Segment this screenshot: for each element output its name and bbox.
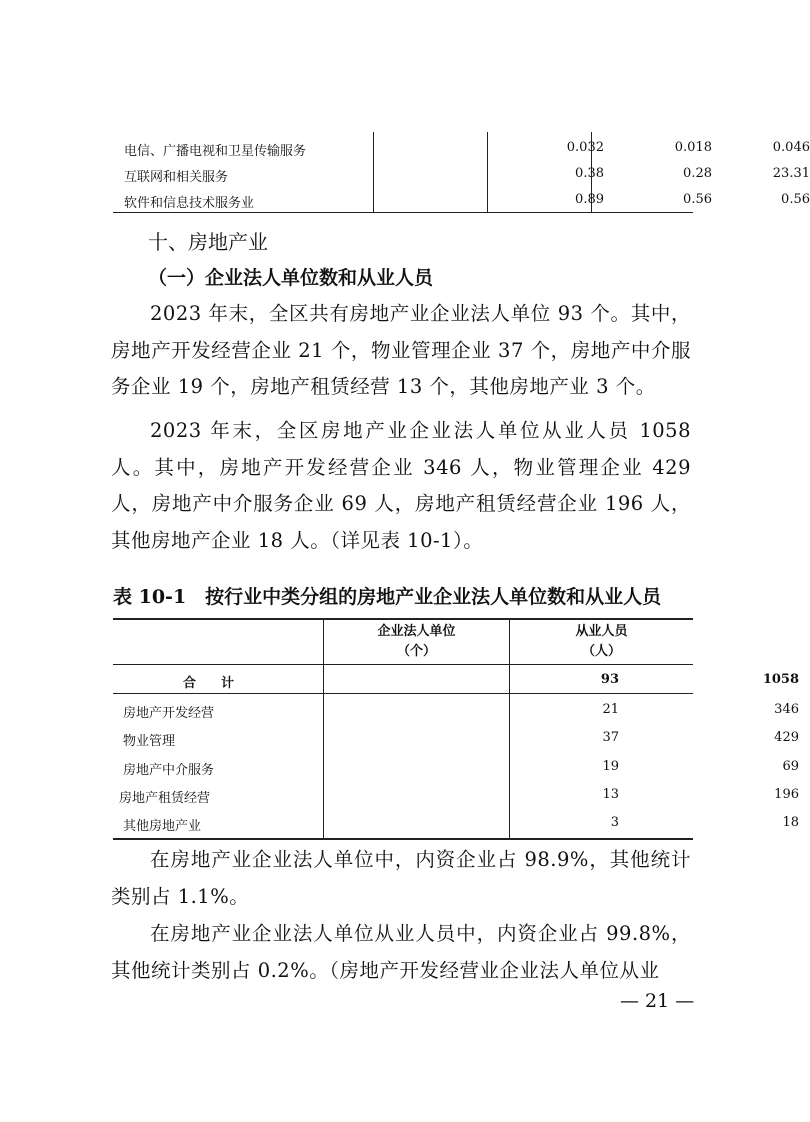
table-title: 表 10-1 按行业中类分组的房地产业企业法人单位数和从业人员 xyxy=(113,586,662,608)
table-top-rule xyxy=(113,618,693,620)
table-row xyxy=(120,160,810,187)
row-label: 电信、广播电视和卫星传输服务 xyxy=(124,144,307,159)
table-row xyxy=(120,186,810,213)
row-value-3: 0.046 xyxy=(772,140,810,155)
row-employees: 69 xyxy=(782,759,799,774)
column-header-units-label: 企业法人单位 xyxy=(377,624,456,639)
paragraph: 在房地产业企业法人单位中，内资企业占 98.9%，其他统计类别占 1.1%。 xyxy=(111,848,691,908)
row-label: 房地产租赁经营 xyxy=(119,791,211,806)
total-label: 合 计 xyxy=(183,676,241,691)
total-employees: 1058 xyxy=(762,672,799,687)
row-value-3: 23.31 xyxy=(772,166,810,181)
paragraph: 2023 年末，全区房地产业企业法人单位从业人员 1058 人。其中，房地产开发经营企业 346 人，物业管理企业 429 人，房地产中介服务企业 69 人，房地产租赁经营企业 196 人，其他房地产企业 18 人。（详见表 10-1）。 xyxy=(111,419,691,552)
column-header-units xyxy=(324,622,509,662)
column-header-employees-label: 从业人员 xyxy=(575,624,628,639)
section-heading: 十、房地产业 xyxy=(148,230,268,254)
table-row xyxy=(120,134,810,161)
row-label: 其他房地产业 xyxy=(123,819,202,834)
row-units: 19 xyxy=(602,759,619,774)
table-row xyxy=(113,780,799,809)
table-bottom-rule xyxy=(113,838,693,840)
row-employees: 346 xyxy=(774,702,799,717)
row-label: 软件和信息技术服务业 xyxy=(124,196,255,211)
row-label: 房地产开发经营 xyxy=(123,706,215,721)
row-value-2: 0.28 xyxy=(683,166,712,181)
column-header-employees xyxy=(510,622,693,662)
table-row xyxy=(113,695,799,724)
total-row xyxy=(113,665,799,694)
paragraph: 在房地产业企业法人单位从业人员中，内资企业占 99.8%，其他统计类别占 0.2%。（房地产开发经营业企业法人单位从业 xyxy=(111,922,691,982)
row-value-1: 0.38 xyxy=(575,166,604,181)
row-value-3: 0.56 xyxy=(781,192,810,207)
row-units: 13 xyxy=(602,787,619,802)
column-header-units-unit: （个） xyxy=(396,644,436,659)
row-value-2: 0.56 xyxy=(683,192,712,207)
row-label: 房地产中介服务 xyxy=(123,763,215,778)
row-units: 3 xyxy=(610,815,619,830)
row-value-2: 0.018 xyxy=(674,140,712,155)
row-value-1: 0.032 xyxy=(566,140,604,155)
row-label: 互联网和相关服务 xyxy=(124,170,229,185)
table-row xyxy=(113,808,799,837)
row-label: 物业管理 xyxy=(123,734,176,749)
page-number: — 21 — xyxy=(620,990,695,1012)
paragraph: 2023 年末，全区共有房地产业企业法人单位 93 个。其中，房地产开发经营企业 21 个，物业管理企业 37 个，房地产中介服务企业 19 个，房地产租赁经营 13 个，其他房地产业 3 个。 xyxy=(111,302,691,398)
table-row xyxy=(113,723,799,752)
table-row xyxy=(113,752,799,781)
total-units: 93 xyxy=(600,672,619,687)
row-employees: 196 xyxy=(774,787,799,802)
row-employees: 18 xyxy=(782,815,799,830)
row-value-1: 0.89 xyxy=(575,192,604,207)
section-subheading: （一）企业法人单位数和从业人员 xyxy=(148,267,434,289)
row-employees: 429 xyxy=(774,730,799,745)
row-units: 21 xyxy=(602,702,619,717)
column-header-employees-unit: （人） xyxy=(581,644,621,659)
row-units: 37 xyxy=(602,730,619,745)
